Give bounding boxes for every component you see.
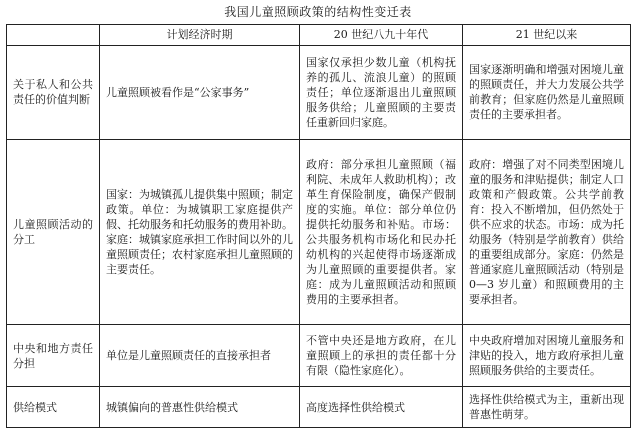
header-cell-21st-century: 21 世纪以来 (463, 25, 631, 46)
table-row (7, 324, 631, 386)
table-cell: 国家逐渐明确和增强对困境儿童的照顾责任，并大力发展公共学前教育；但家庭仍然是儿童照顾责任的主要承担者。 (463, 45, 631, 139)
row-label-division-of-labor: 儿童照顾活动的分工 (7, 139, 100, 324)
table-title: 我国儿童照顾政策的结构性变迁表 (224, 5, 412, 19)
header-cell-planned-economy: 计划经济时期 (100, 25, 300, 46)
header-cell-empty (7, 25, 100, 46)
table-cell: 政府：增强了对不同类型困境儿童的服务和津贴提供；制定人口政策和产假政策。公共学前教育：投入不断增加，但仍然处于供不应求的状态。市场：成为托幼服务（特别是学前教育）供给的重要组成部分。家庭：仍然是普通家庭儿童照顾活动（特别是 0—3 岁儿童）和照顾费用的主要承担者。 (463, 139, 631, 324)
table-cell: 国家：为城镇孤儿提供集中照顾；制定政策。单位：为城镇职工家庭提供产假、托幼服务和托幼服务的费用补助。家庭：城镇家庭承担工作时间以外的儿童照顾责任；农村家庭承担儿童照顾的主要责任。 (100, 139, 300, 324)
row-label-central-local: 中央和地方责任分担 (7, 324, 100, 386)
table-cell: 城镇偏向的普惠性供给模式 (100, 387, 300, 428)
table-cell: 政府：部分承担儿童照顾（福利院、未成年人救助机构）；改革生育保险制度，确保产假制度的实施。单位：部分单位仍提供托幼服务和补贴。市场：公共服务机构市场化和民办托幼机构的兴起使得市场逐渐成为儿童照顾的重要提供者。家庭：成为儿童照顾活动和照顾费用的主要承担者。 (300, 139, 463, 324)
header-cell-1980s-1990s: 20 世纪八九十年代 (300, 25, 463, 46)
table-cell: 选择性供给模式为主，重新出现普惠性萌芽。 (463, 387, 631, 428)
table-row (7, 387, 631, 428)
row-label-value-judgment: 关于私人和公共责任的价值判断 (7, 45, 100, 139)
table-cell: 中央政府增加对困境儿童服务和津贴的投入，地方政府承担儿童照顾服务供给的主要责任。 (463, 324, 631, 386)
header-row (7, 25, 631, 46)
table-row (7, 45, 631, 139)
row-label-supply-mode: 供给模式 (7, 387, 100, 428)
table-row (7, 139, 631, 324)
table-cell: 国家仅承担少数儿童（机构抚养的孤儿、流浪儿童）的照顾责任；单位逐渐退出儿童照顾服务供给；儿童照顾的主要责任重新回归家庭。 (300, 45, 463, 139)
table-cell: 不管中央还是地方政府，在儿童照顾上的承担的责任都十分有限（隐性家庭化）。 (300, 324, 463, 386)
table-cell: 单位是儿童照顾责任的直接承担者 (100, 324, 300, 386)
table-cell: 儿童照顾被看作是“公家事务” (100, 45, 300, 139)
table-cell: 高度选择性供给模式 (300, 387, 463, 428)
policy-change-table (6, 24, 631, 428)
